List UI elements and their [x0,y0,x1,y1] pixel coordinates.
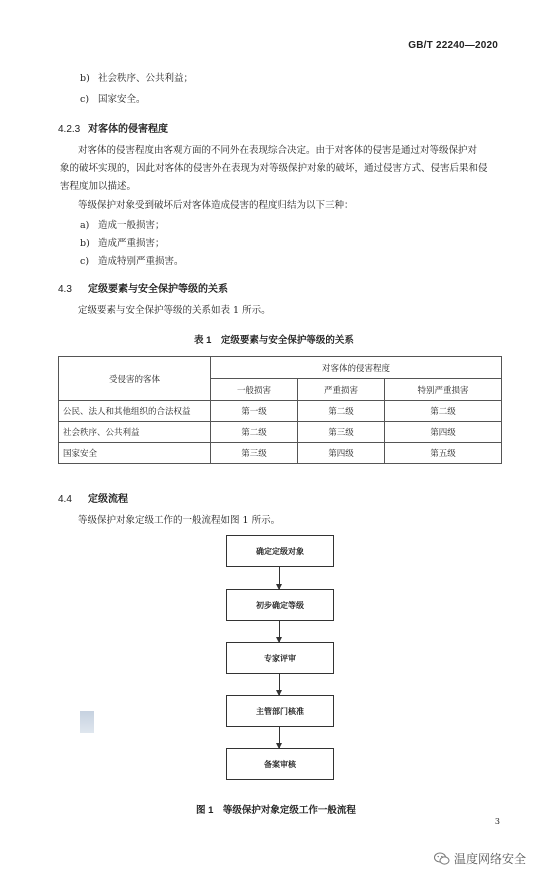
table-row [59,401,502,422]
paragraph-line: 象的破坏实现的，因此对客体的侵害外在表现为对等级保护对象的破坏，通过侵害方式、侵害后果和侵 [60,163,488,174]
list-marker: c) [80,94,90,105]
object-cell: 社会秩序、公共利益 [59,422,211,443]
section-number: 4.2.3 [58,124,81,135]
list-item-text: 造成一般损害； [98,220,165,231]
level-cell: 第二级 [211,422,298,443]
level-cell: 第二级 [298,401,385,422]
flow-step-box: 初步确定等级 [226,589,334,621]
flow-step-box: 确定定级对象 [226,535,334,567]
section-number: 4.4 [58,494,72,505]
list-item-text: 国家安全。 [98,94,146,105]
scan-mark [80,711,94,733]
list-item-text: 社会秩序、公共利益； [98,73,194,84]
level-cell: 第四级 [385,422,502,443]
object-cell: 公民、法人和其他组织的合法权益 [59,401,211,422]
level-cell: 第一级 [211,401,298,422]
page-number: 3 [494,817,500,826]
flow-arrow [279,621,280,642]
flow-step-box: 主管部门核准 [226,695,334,727]
table-row [59,443,502,464]
list-marker: a) [80,220,90,231]
degree-column: 特别严重损害 [385,379,502,401]
watermark-text: 温度网络安全 [453,852,526,866]
figure-caption: 图 1 等级保护对象定级工作一般流程 [196,805,356,816]
grade-table [58,356,502,464]
paragraph-line: 害程度加以描述。 [60,181,137,192]
object-cell: 国家安全 [59,443,211,464]
section-title: 定级流程 [88,494,128,505]
paragraph-line: 等级保护对象受到破坏后对客体造成侵害的程度归结为以下三种： [78,200,354,211]
degree-column: 一般损害 [211,379,298,401]
level-cell: 第二级 [385,401,502,422]
flow-step-box: 专家评审 [226,642,334,674]
paragraph-line: 等级保护对象定级工作的一般流程如图 1 所示。 [78,515,281,526]
list-marker: c) [80,256,90,267]
degree-header: 对客体的侵害程度 [211,357,502,379]
standard-number: GB/T 22240—2020 [408,40,498,51]
watermark [434,850,526,867]
level-cell: 第四级 [298,443,385,464]
flow-arrow [279,674,280,695]
flow-arrow [279,727,280,748]
table-header-row [59,357,502,379]
section-number: 4.3 [58,284,72,295]
section-title: 定级要素与安全保护等级的关系 [88,284,228,295]
wechat-icon [434,852,450,866]
list-item-text: 造成特别严重损害。 [98,256,184,267]
list-marker: b) [80,73,90,84]
flow-arrow [279,567,280,589]
section-title: 对客体的侵害程度 [88,124,168,135]
table-row [59,422,502,443]
list-item-text: 造成严重损害； [98,238,165,249]
level-cell: 第三级 [298,422,385,443]
table-caption: 表 1 定级要素与安全保护等级的关系 [194,335,354,346]
paragraph-line: 对客体的侵害程度由客观方面的不同外在表现综合决定。由于对客体的侵害是通过对等级保护对 [78,145,478,156]
list-item [80,72,90,85]
object-header: 受侵害的客体 [59,357,211,401]
level-cell: 第五级 [385,443,502,464]
level-cell: 第三级 [211,443,298,464]
paragraph-line: 定级要素与安全保护等级的关系如表 1 所示。 [78,305,271,316]
list-item [80,93,89,106]
section-heading [58,490,128,505]
flow-step-box: 备案审核 [226,748,334,780]
list-marker: b) [80,238,90,249]
section-heading [58,280,228,295]
section-heading [58,120,168,135]
degree-column: 严重损害 [298,379,385,401]
